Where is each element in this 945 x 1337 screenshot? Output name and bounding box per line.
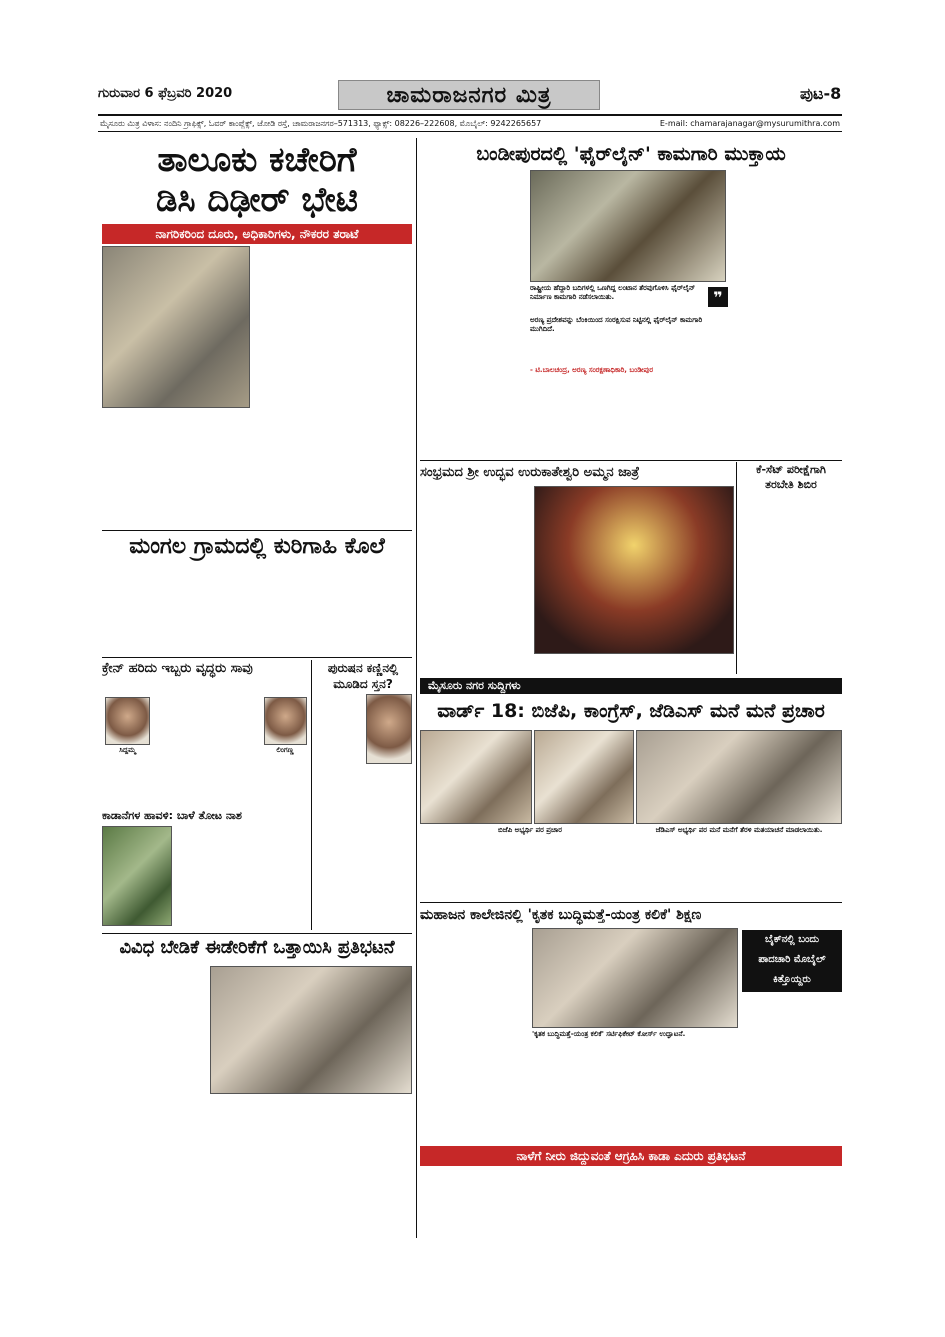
bandipur-text-2 bbox=[732, 170, 842, 458]
taluk-text-1 bbox=[254, 246, 412, 408]
crane-victim-photo-1 bbox=[105, 697, 150, 745]
college-text-2 bbox=[532, 1050, 738, 1142]
info-bar bbox=[98, 114, 842, 132]
kset-text bbox=[740, 494, 842, 674]
divider bbox=[102, 657, 412, 658]
protest-text-2 bbox=[210, 1096, 412, 1234]
purushana-text-2 bbox=[314, 766, 412, 934]
column-rule bbox=[736, 462, 737, 674]
purushana-headline-2: ಮೂಡಿದ ಸ್ತನ? bbox=[333, 677, 393, 691]
purushana-photo bbox=[366, 694, 412, 764]
bike-headline-box bbox=[742, 930, 842, 992]
crane-headline: ಕ್ರೇನ್ ಹರಿದು ಇಬ್ಬರು ವೃದ್ಧರು ಸಾವು bbox=[102, 661, 253, 676]
column-rule bbox=[311, 660, 312, 930]
college-headline: ಮಹಾಜನ ಕಾಲೇಜಿನಲ್ಲಿ 'ಕೃತಕ ಬುದ್ಧಿಮತ್ತೆ-ಯಂತ್ರ ಕಲಿಕೆ' ಶಿಕ್ಷಣ bbox=[420, 907, 702, 923]
elephant-photo bbox=[102, 826, 172, 926]
protest-photo bbox=[210, 966, 412, 1094]
bike-headline-2: ಪಾದಚಾರಿ ಮೊಬೈಲ್ bbox=[758, 954, 826, 965]
college-text-1 bbox=[420, 928, 528, 1142]
bandipur-quote: ಅರಣ್ಯ ಪ್ರದೇಶವನ್ನು ಬೆಂಕಿಯಿಂದ ಸಂರಕ್ಷಿಸುವ ನಿಟ್ಟಿನಲ್ಲಿ ಫೈರ್‌ಲೈನ್ ಕಾಮಗಾರಿ ಮುಗಿದಿದೆ. bbox=[530, 316, 703, 333]
bandipur-quote-author: - ಟಿ.ಬಾಲಚಂದ್ರ, ಅರಣ್ಯ ಸಂರಕ್ಷಣಾಧಿಕಾರಿ, ಬಂಡೀಪುರ bbox=[530, 366, 654, 374]
divider bbox=[420, 902, 842, 903]
crane-victim-name-2: ಲಿಂಗಣ್ಣ bbox=[276, 746, 294, 754]
ward18-text bbox=[420, 838, 842, 900]
quote-icon: ❞ bbox=[708, 287, 728, 307]
purushana-headline-1: ಪುರುಷನ ಕಣ್ಣಿನಲ್ಲಿ bbox=[327, 661, 399, 675]
water-headline: ನಾಳೆಗೆ ನೀರು ಜಿದ್ದುವಂತೆ ಆಗ್ರಹಿಸಿ ಕಾಡಾ ಎದುರು ಪ್ರತಿಭಟನೆ bbox=[420, 1146, 842, 1166]
uddava-headline: ಸಂಭ್ರಮದ ಶ್ರೀ ಉದ್ಭವ ಉರುಕಾತೇಶ್ವರಿ ಅಮ್ಮನ ಜಾತ್ರೆ bbox=[420, 465, 640, 480]
elephant-text bbox=[176, 826, 307, 926]
protest-text-1 bbox=[102, 966, 208, 1234]
crane-victim-name-1: ಸಿದ್ದಮ್ಮ bbox=[119, 746, 136, 754]
taluk-headline-2: ಡಿಸಿ ದಿಢೀರ್ ಭೇಟಿ bbox=[156, 180, 358, 220]
uddava-caption bbox=[534, 656, 734, 670]
uddava-photo bbox=[534, 486, 734, 654]
water-text bbox=[420, 1170, 842, 1236]
college-photo bbox=[532, 928, 738, 1028]
ward18-headline: ವಾರ್ಡ್ 18: ಬಿಜೆಪಿ, ಕಾಂಗ್ರೆಸ್, ಜೆಡಿಎಸ್ ಮನೆ ಮನೆ ಪ್ರಚಾರ bbox=[437, 700, 825, 722]
ward18-caption-right: ಜೆಡಿಎಸ್ ಅಭ್ಯರ್ಥಿ ಪರ ಮನೆ ಮನೆಗೆ ತೆರಳಿ ಮತಯಾಚನೆ ಮಾಡಲಾಯಿತು. bbox=[655, 826, 823, 834]
crane-victim-photo-2 bbox=[264, 697, 307, 745]
kset-headline-1: ಕೆ-ಸೆಟ್ ಪರೀಕ್ಷೆಗಾಗಿ bbox=[756, 463, 826, 476]
crane-text-3 bbox=[102, 757, 307, 807]
divider bbox=[102, 530, 412, 531]
mysuru-section-tag: ಮೈಸೂರು ನಗರ ಸುದ್ದಿಗಳು bbox=[420, 678, 842, 694]
masthead: ಚಾಮರಾಜನಗರ ಮಿತ್ರ bbox=[338, 80, 600, 110]
bandipur-headline: ಬಂಡೀಪುರದಲ್ಲಿ 'ಫೈರ್‌ಲೈನ್' ಕಾಮಗಾರಿ ಮುಕ್ತಾಯ bbox=[476, 143, 786, 165]
bike-text bbox=[742, 994, 842, 1142]
kset-headline-2: ತರಬೇತಿ ಶಿಬಿರ bbox=[765, 478, 817, 491]
mangala-text bbox=[102, 564, 412, 656]
issue-date: ಗುರುವಾರ 6 ಫೆಬ್ರವರಿ 2020 bbox=[98, 86, 233, 101]
bike-headline-3: ಕಿತ್ತೊಯ್ದರು bbox=[773, 974, 811, 985]
protest-headline: ವಿವಿಧ ಬೇಡಿಕೆ ಈಡೇರಿಕೆಗೆ ಒತ್ತಾಯಿಸಿ ಪ್ರತಿಭಟನೆ bbox=[119, 937, 395, 958]
taluk-text-2 bbox=[102, 410, 412, 528]
bandipur-photo bbox=[530, 170, 726, 282]
page-number: ಪುಟ-8 bbox=[800, 84, 842, 103]
uddava-text bbox=[420, 486, 530, 666]
bike-headline-1: ಬೈಕ್‌ನಲ್ಲಿ ಬಂದು bbox=[764, 934, 820, 945]
email-line: E-mail: chamarajanagar@mysurumithra.com bbox=[659, 119, 840, 128]
ward18-caption-left: ಬಿಜೆಪಿ ಅಭ್ಯರ್ಥಿ ಪರ ಪ್ರಚಾರ bbox=[498, 826, 562, 834]
ward18-photo-1 bbox=[420, 730, 532, 824]
mangala-headline: ಮಂಗಲ ಗ್ರಾಮದಲ್ಲಿ ಕುರಿಗಾಹಿ ಕೊಲೆ bbox=[129, 534, 385, 559]
column-rule bbox=[416, 138, 417, 1238]
crane-text-1 bbox=[102, 680, 307, 694]
ward18-photo-2 bbox=[534, 730, 634, 824]
ward18-photo-3 bbox=[636, 730, 842, 824]
bandipur-photo-caption: ರಾಷ್ಟ್ರೀಯ ಹೆದ್ದಾರಿ ಬದಿಗಳಲ್ಲಿ ಒಣಗಿದ್ದ ಲಂಟಾನ ತೆರವುಗೊಳಿಸಿ ಫೈರ್‌ಲೈನ್ ನಿರ್ಮಾಣ ಕಾಮಗಾರಿ ನಡೆಸಲಾಯಿತು. bbox=[530, 284, 696, 301]
purushana-text-1 bbox=[314, 694, 364, 764]
taluk-subtitle: ನಾಗರಿಕರಿಂದ ದೂರು, ಅಧಿಕಾರಿಗಳು, ನೌಕರರ ತರಾಟೆ bbox=[102, 224, 412, 244]
crane-text-2 bbox=[154, 697, 262, 745]
divider bbox=[420, 460, 842, 461]
bandipur-text-3 bbox=[420, 380, 728, 458]
elephant-headline: ಕಾಡಾನೆಗಳ ಹಾವಳಿ: ಬಾಳೆ ತೋಟ ನಾಶ bbox=[102, 809, 242, 822]
bandipur-text-1 bbox=[420, 170, 526, 378]
taluk-photo bbox=[102, 246, 250, 408]
taluk-headline-1: ತಾಲೂಕು ಕಚೇರಿಗೆ bbox=[157, 140, 357, 180]
divider bbox=[102, 933, 412, 934]
address-line: ಮೈಸೂರು ಮಿತ್ರ ವಿಳಾಸ: ನಂದಿನಿ ಗ್ರಾಫಿಕ್ಸ್, ಓವರ್ ಕಾಂಪ್ಲೆಕ್ಸ್, ಜೋಡಿ ರಸ್ತೆ, ಚಾಮರಾಜನಗರ–571313, ಫ್ಯಾಕ್ಸ್: 08226–222608, ಮೊಬೈಲ್: 9242265657 bbox=[100, 119, 542, 128]
college-caption: 'ಕೃತಕ ಬುದ್ಧಿಮತ್ತೆ-ಯಂತ್ರ ಕಲಿಕೆ' ಸರ್ಟಿಫಿಕೇಟ್ ಕೋರ್ಸ್ ಉದ್ಘಾಟನೆ. bbox=[532, 1030, 686, 1038]
